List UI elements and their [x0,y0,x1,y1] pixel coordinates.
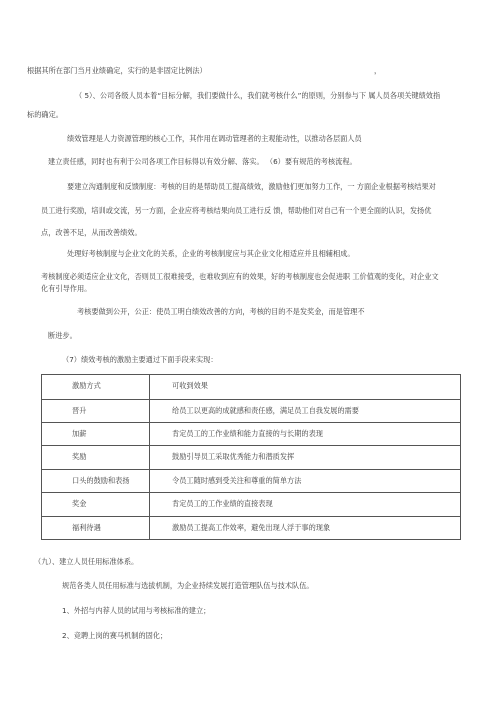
paragraph-line: （ 5）、公司各级人员本着“目标分解，我们要做什么，我们就考核什么”的原则，分别参与下 属人员各项关键绩效指 [75,91,441,100]
table-header-cell: 可收到效果 [172,381,208,390]
paragraph-line: 化有引导作用。 [41,284,92,293]
paragraph-line: 断进步。 [48,331,77,340]
paragraph-line: 标的确定。 [27,110,63,119]
table-row [42,516,460,539]
table-cell: 奖金 [72,499,87,508]
list-item: 1、外招与内荐人员的试用与考核标准的建立； [62,606,211,615]
table-header-row [42,375,460,399]
table-row [42,422,460,445]
paragraph-line: 要建立沟通制度和反馈制度：考核的目的是帮助员工提高绩效，激励他们更加努力工作，一 方面企业根据考核结果对 [67,182,436,191]
incentive-table [41,374,461,540]
paragraph-line: 绩效管理是人力资源管理的核心工作，其作用在调动管理者的主观能动性，以推动各层面人员 [67,134,362,143]
table-cell: 口头的鼓励和表扬 [72,476,130,485]
section-heading: （九）、建立人员任用标准体系。 [34,557,139,566]
paragraph-line: （7）绩效考核的激励主要通过下面手段来实现： [62,355,218,364]
table-cell: 鼓励引导员工采取优秀能力和潜质发挥 [172,452,295,461]
table-cell: 福利待遇 [72,523,101,532]
list-item: 2、竞聘上岗的赛马机制的固化； [62,631,168,640]
paragraph-line: 建立责任感，同时也有利于公司各项工作目标得以有效分解、落实。 （6）要有规范的考核流程。 [48,157,357,166]
table-cell: 晋升 [72,406,87,415]
table-cell: 激励员工提高工作效率，避免出现人浮于事的现象 [172,523,331,532]
paragraph-line: 考核要做到公开，公正：使员工明白绩效改善的方向，考核的目的不是发奖金，而是管理不 [77,307,365,316]
paragraph-line: 根据其所在部门当月业绩确定，实行的是非固定比例法） [27,66,207,75]
paragraph-line: 考核制度必须适应企业文化，否则员工很难接受，也难收到应有的效果，好的考核制度也会促进职 工价值观的变化，对企业文 [41,272,439,281]
table-header-cell: 激励方式 [72,381,101,390]
table-cell: 奖励 [72,452,87,461]
table-row [42,469,460,492]
paragraph-line: 处理好考核制度与企业文化的关系，企业的考核制度应与其企业文化相适应并且相辅相成。 [67,249,355,258]
table-row [42,399,460,422]
table-row [42,445,460,469]
table-cell: 令员工随时感到受关注和尊重的简单方法 [172,476,302,485]
paragraph-line: 点，改善不足，从而改善绩效。 [41,228,142,237]
punctuation-mark: ， [374,66,382,75]
table-cell: 给员工以更高的成就感和责任感，满足员工自我发展的需要 [172,406,359,415]
table-cell: 肯定员工的工作业绩和能力直接的与长期的表现 [172,429,323,438]
table-cell: 肯定员工的工作业绩的直接表现 [172,499,273,508]
paragraph-line: 员工进行奖励，培训或交流，另一方面，企业应将考核结果向员工进行反 馈，帮助他们对自己有一个更全面的认识，发扬优 [41,206,432,215]
table-cell: 加薪 [72,429,87,438]
table-row [42,492,460,516]
paragraph-line: 规范各类人员任用标准与选拔机制，为企业持续发展打造管理队伍与技术队伍。 [62,581,314,590]
